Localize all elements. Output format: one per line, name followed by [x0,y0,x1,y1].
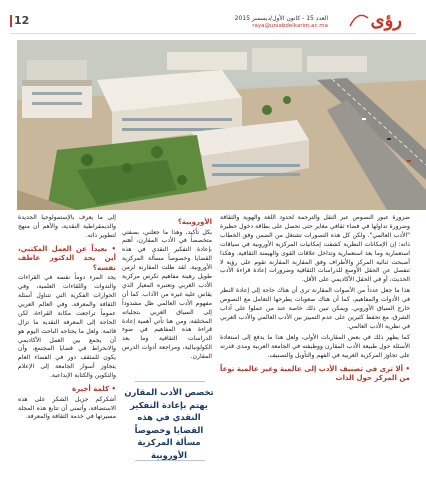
paragraph: إلى ما يعرف بالإستمولوجيا الجديدة والديمقراطية النقدية، والأهم أن منهج لتطوير ذاته. [18,214,116,239]
article-column-right [220,214,410,476]
paragraph: بكل تأكيد، وهذا ما جعلني، بصفتي متخصصاً في الأدب المقارن، أهتم بإعادة التفكير النقدي في هذه القضايا وخصوصاً مسألة المركزية الأوروبية. لقد ظلت المقارنة لزمن طويل رهينة مفاهيم تكرس مركزية الأدب الغربي وتعتبره المعيار الذي يقاس عليه غيره من الآداب. كما أن مفهوم الأدب العالمي ظل مشدوداً إلى السياق الغربي بتجلياته المختلفة، ومن هنا تأتي أهمية إعادة قراءة هذه المفاهيم في ضوء الدراسات الثقافية وما بعد الكولونيالية، ومراجعة أدوات الدرس المقارن. [122,228,212,361]
article-column-middle [122,214,212,382]
header-divider [10,33,416,34]
campus-aerial-photo [17,40,426,210]
interview-question: • بعيداً عن العمل المكتبي، أين يجد الدكتور عاطف نفسه؟ [18,244,116,272]
issue-info: العدد 15 - كانون الأول/ديسمبر 2015 [234,15,328,22]
page-number: 12 [14,14,30,27]
page-number-separator [10,15,12,27]
paragraph: كما يظهر ذلك في بعض المقاربات الأولى، ولعل هذا ما يدفع إلى استعادة الأسئلة حول طبيعة الأدب المقارن ووظيفته في الجامعة العربية ومدى قدرته على تجاوز المركزية الغربية في الفهم والتأويل والتصنيف. [220,333,410,359]
page-header [0,0,426,34]
paragraph: يجد المرء دوماً نفسه في القراءات والندوات واللقاءات العلمية، وفي الحوارات الفكرية التي تتناول أسئلة الثقافة والمعرفة. وفي العالم العربي عموماً تراجعت مكانة القراءة، لكن الحاجة إلى المعرفة النقدية ما تزال قائمة. ولعل ما يحتاجه الباحث اليوم هو أن يجمع بين العمل الأكاديمي والانخراط في قضايا المجتمع، وأن يكون للمثقف دور في الفضاء العام يتجاوز أسوار الجامعة إلى الإعلام والتكوين والكتابة الإبداعية. [18,274,116,380]
interview-question: • ألا ترى في تصنيف الأدب إلى عالمية وغير عالمية نوعاً من المركز حول الذات [220,364,410,382]
paragraph: أشكركم جزيل الشكر على هذه الاستضافة، وأتمنى أن تتابع هذه المجلة مسيرتها في خدمة الثقافة والمعرفة. [18,395,116,421]
svg-text:رؤى: رؤى [370,10,402,31]
interview-question: • كلمة أخيرة [71,385,116,394]
paragraph: هذا ما جعل عدداً من الأصوات المقارنة ترى أن هناك حاجة إلى إعادة النظر في الأدوات والمفاهيم، كما أن هناك صعوبات يطرحها التعامل مع النصوص خارج السياق الأوروبي. ويمكن تبين ذلك خاصة عند من عملوا على آداب الشرق، مع تحفظ كثيرين على عدم التمييز بين الأدب العالمي والأدب الغربي في نظرية الأدب العالمي. [220,287,410,330]
magazine-logo [344,6,406,32]
pull-quote-rule-bottom [135,460,205,461]
contact-email[interactable]: raya@uniabdelkarim.ac.ma [252,23,328,29]
pull-quote-rule-top [135,381,205,382]
interview-question-continued: الأوروبية؟ [177,218,212,226]
article-column-left [18,214,116,476]
pull-quote: تخصص الأدب المقارن يهتم بإعادة التفكير النقدي في هذه القضايا وخصوصاً مسألة المركزية الأوروبية [124,387,214,460]
paragraph: ضرورة عبور النصوص عبر النقل والترجمة لحدود اللغة والهوية والثقافة وضرورة تداولها في فضاء ثقافي مغاير حتى تحصل على بطاقة دخول حظيرة "الأدب العالمي". ولكن كل هذه التصورات تشتغل من الضمن وفق الخطاب ذاته: إن الإمكانات النظرية كشفت إمكانيات المركزية الأوروبية في سياقات استعمارية وما بعد استعمارية وتداخل علاقات القوى والهيمنة الثقافية. وهكذا أصبحت ثنائية المركز والأطراف وفق المقاربة المقارنة تقوم على رؤية لا تنفصل عن الحقل الأوسع للدراسات الثقافية وضرورات إعادة قراءة الأدب الحديث، أو في الحقل الأكاديمي على الأقل. [220,214,410,284]
